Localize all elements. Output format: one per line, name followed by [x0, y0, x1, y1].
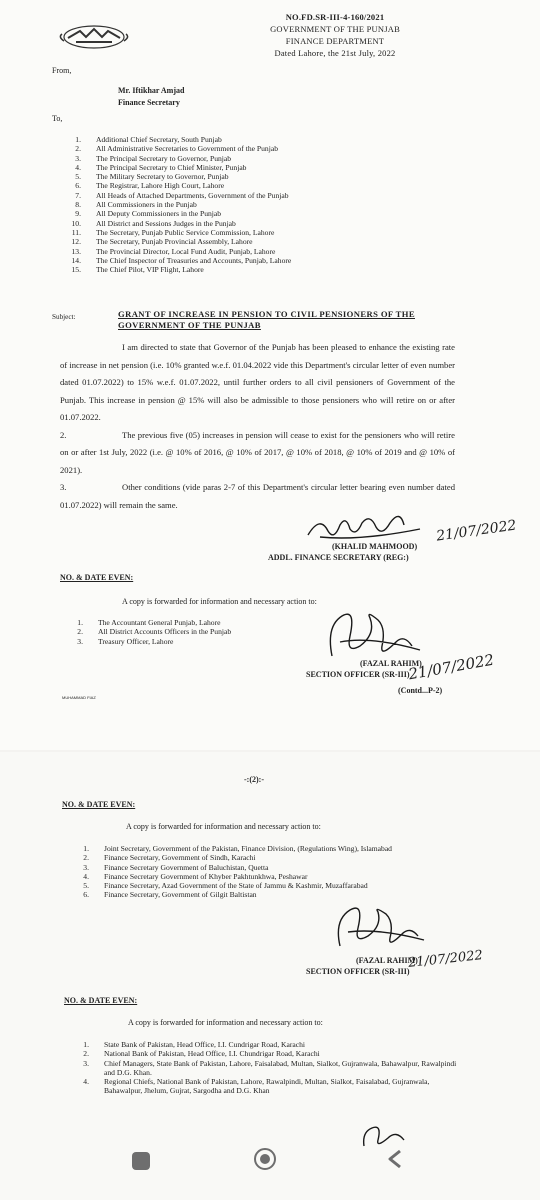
to-label: To,: [52, 114, 63, 123]
signatory-2-title: SECTION OFFICER (SR-III): [306, 670, 410, 679]
continued-marker: (Contd...P-2): [398, 686, 443, 695]
copy-recipient-item-text: Finance Secretary Government of Khyber Pakhtunkhwa, Peshawar: [104, 871, 308, 881]
copy-recipient-item: [60, 627, 360, 636]
signature-date-2: 21/07/2022: [407, 650, 496, 684]
recipient-item-number: 3.: [75, 153, 81, 163]
recipient-item-text: The Secretary, Punjab Provincial Assembly, Lahore: [96, 237, 253, 247]
copy-recipient-item: [66, 853, 466, 862]
recipient-item: [58, 200, 438, 209]
copy-recipient-item: [60, 637, 360, 646]
copy-recipient-item-text: Treasury Officer, Lahore: [98, 636, 174, 646]
copy-recipient-item: [66, 890, 466, 899]
recipient-item-number: 9.: [75, 209, 81, 219]
government-emblem-icon: [58, 22, 130, 57]
recipient-item-number: 10.: [71, 218, 81, 228]
sender-title: Finance Secretary: [118, 98, 180, 107]
recipient-item-text: All Administrative Secretaries to Government of the Punjab: [96, 144, 278, 154]
signature-khalid-mahmood: [300, 511, 450, 545]
recipient-item-text: The Chief Pilot, VIP Flight, Lahore: [96, 265, 204, 275]
copy-recipient-item-text: The Accountant General Punjab, Lahore: [98, 618, 221, 627]
recipients-list: [58, 135, 438, 274]
recipient-item-number: 7.: [75, 190, 81, 200]
recipient-item: [58, 209, 438, 218]
copy-recipient-item: [66, 1049, 466, 1058]
copy-recipient-item: [60, 618, 360, 627]
footer-tag: MUHAMMAD FIAZ: [62, 695, 96, 700]
recipient-item-text: All District and Sessions Judges in the Punjab: [96, 218, 236, 228]
back-icon[interactable]: [384, 1148, 410, 1174]
recipient-item: [58, 135, 438, 144]
copy-recipient-item-text: Finance Secretary Government of Baluchistan, Quetta: [104, 862, 269, 872]
copy-recipient-item-number: 2.: [77, 627, 83, 637]
copy-list-2: [66, 844, 466, 900]
copy-list-3: [66, 1040, 466, 1096]
recent-apps-icon[interactable]: [128, 1148, 154, 1174]
copy-recipient-item-number: 1.: [83, 1040, 89, 1049]
copy-recipient-item-number: 5.: [83, 881, 89, 891]
recipient-item-number: 5.: [75, 172, 81, 182]
signatory-1-name: (KHALID MAHMOOD): [332, 542, 418, 551]
home-icon[interactable]: [254, 1148, 280, 1174]
recipient-item: [58, 181, 438, 190]
recipient-item-text: The Military Secretary to Governor, Punjab: [96, 172, 229, 182]
recipient-item-text: The Chief Inspector of Treasuries and Accounts, Punjab, Lahore: [96, 255, 292, 265]
recipient-item-text: The Secretary, Punjab Public Service Commission, Lahore: [96, 227, 275, 237]
copy-recipient-item-number: 1.: [77, 618, 83, 627]
navigation-bar: [0, 1140, 540, 1200]
recipient-item-number: 1.: [75, 135, 81, 144]
recipient-item-text: The Registrar, Lahore High Court, Lahore: [96, 181, 225, 191]
sender-name: Mr. Iftikhar Amjad: [118, 86, 185, 95]
recipient-item: [58, 256, 438, 265]
copy-recipient-item-text: All District Accounts Officers in the Punjab: [98, 627, 232, 637]
signature-date-1: 21/07/2022: [435, 517, 518, 545]
letter-body: [60, 339, 455, 514]
letter-reference-number: NO.FD.SR-III-4-160/2021: [285, 12, 385, 22]
copy-heading-3: NO. & DATE EVEN:: [64, 996, 138, 1005]
copy-recipient-item-number: 1.: [83, 844, 89, 853]
copy-intro-1: A copy is forwarded for information and necessary action to:: [122, 597, 317, 606]
copy-intro-2: A copy is forwarded for information and necessary action to:: [126, 822, 321, 831]
copy-recipient-item: [66, 1040, 466, 1049]
recipient-item: [58, 228, 438, 237]
subject-line-1: GRANT OF INCREASE IN PENSION TO CIVIL PENSIONERS OF THE: [118, 309, 415, 319]
signature-fazal-rahim-1: [320, 606, 430, 666]
recipient-item-number: 13.: [71, 246, 81, 256]
department-name: FINANCE DEPARTMENT: [285, 36, 385, 46]
recipient-item-number: 14.: [71, 255, 81, 265]
recipient-item: [58, 154, 438, 163]
recipient-item-number: 15.: [71, 265, 81, 275]
recipient-item-text: The Principal Secretary to Chief Minister, Punjab: [96, 162, 247, 172]
recipient-item-number: 12.: [71, 237, 81, 247]
paragraph-1: I am directed to state that Governor of the Punjab has been pleased to enhance the existing rate of increase in net pension (i.e. 10% granted w.e.f. 01.04.2022 vide this Department's circular letter of even number dated 01.07.2022) to 15% w.e.f. 01.07.2022, until further orders to all civil pensioners of Government of the Punjab. This increase in pension @ 15% will also be admissible to those pensioners who will retire on or after 01.07.2022.: [60, 342, 455, 422]
copy-recipient-item: [66, 863, 466, 872]
recipient-item-number: 8.: [75, 200, 81, 210]
recipient-item: [58, 237, 438, 246]
recipient-item-number: 4.: [75, 162, 81, 172]
copy-recipient-item-text: National Bank of Pakistan, Head Office, I.I. Chundrigar Road, Karachi: [104, 1049, 320, 1059]
copy-recipient-item-number: 3.: [83, 1058, 89, 1068]
copy-recipient-item-text: State Bank of Pakistan, Head Office, I.I. Cundrigar Road, Karachi: [104, 1040, 306, 1049]
recipient-item-text: All Deputy Commissioners in the Punjab: [96, 209, 222, 219]
subject-line-2: GOVERNMENT OF THE PUNJAB: [118, 320, 261, 330]
signatory-1-title: ADDL. FINANCE SECRETARY (REG:): [268, 553, 409, 562]
recipient-item-text: Additional Chief Secretary, South Punjab: [96, 135, 222, 144]
recipient-item-text: All Commissioners in the Punjab: [96, 200, 197, 210]
copy-recipient-item-text: Finance Secretary, Government of Gilgit Baltistan: [104, 890, 257, 900]
copy-heading-1: NO. & DATE EVEN:: [60, 573, 134, 582]
copy-recipient-item-number: 4.: [83, 1077, 89, 1087]
copy-heading-2: NO. & DATE EVEN:: [62, 800, 136, 809]
copy-recipient-item-number: 3.: [77, 636, 83, 646]
copy-recipient-item-text: Finance Secretary, Azad Government of the State of Jammu & Kashmir, Muzaffarabad: [104, 881, 368, 891]
copy-recipient-item-number: 2.: [83, 1049, 89, 1059]
signatory-3-title: SECTION OFFICER (SR-III): [306, 967, 410, 976]
subject-label: Subject:: [52, 313, 76, 321]
recipient-item: [58, 172, 438, 181]
copy-recipient-item: [66, 1059, 466, 1078]
recipient-item: [58, 191, 438, 200]
copy-recipient-item-number: 2.: [83, 853, 89, 863]
copy-recipient-item: [66, 872, 466, 881]
recipient-item-number: 2.: [75, 144, 81, 154]
copy-recipient-item-text: Chief Managers, State Bank of Pakistan, Lahore, Faisalabad, Multan, Sialkot, Gujranwala, Bahawalpur, Rawalpindi and D.G. Khan.: [104, 1058, 457, 1077]
recipient-item-text: The Provincial Director, Local Fund Audit, Punjab, Lahore: [96, 246, 276, 256]
recipient-item-text: The Principal Secretary to Governor, Punjab: [96, 153, 232, 163]
copy-recipient-item-number: 3.: [83, 862, 89, 872]
copy-intro-3: A copy is forwarded for information and necessary action to:: [128, 1018, 323, 1027]
government-name: GOVERNMENT OF THE PUNJAB: [270, 24, 400, 34]
copy-recipient-item-text: Regional Chiefs, National Bank of Pakistan, Lahore, Rawalpindi, Multan, Sialkot, Faisalabad, Gujranwala, Bahawalpur, Jhelum, Gujrat, Sargodha and D.G. Khan: [104, 1077, 430, 1096]
signatory-2-name: (FAZAL RAHIM): [360, 659, 422, 668]
recipient-item: [58, 219, 438, 228]
recipient-item: [58, 265, 438, 274]
copy-recipient-item-text: Joint Secretary, Government of the Pakistan, Finance Division, (Regulations Wing), Islamabad: [104, 844, 392, 853]
copy-recipient-item-number: 4.: [83, 871, 89, 881]
copy-recipient-item-text: Finance Secretary, Government of Sindh, Karachi: [104, 853, 256, 863]
copy-recipient-item-number: 6.: [83, 890, 89, 900]
page-number: -:(2):-: [244, 775, 264, 784]
copy-recipient-item: [66, 1077, 466, 1096]
paragraph-2: 2. The previous five (05) increases in pension will cease to exist for the pensioners who will retire on or after 1st July, 2022 (i.e. @ 10% of 2016, @ 10% of 2017, @ 10% of 2018, @ 10% of 2019 and @ 10% of 2021).: [60, 429, 455, 475]
recipient-item: [58, 163, 438, 172]
paragraph-3: 3. Other conditions (vide paras 2-7 of this Department's circular letter bearing even number dated 01.07.2022) will remain the same.: [60, 482, 455, 510]
signature-date-3: 21/07/2022: [407, 948, 484, 971]
recipient-item: [58, 144, 438, 153]
recipient-item-number: 11.: [71, 227, 81, 237]
recipient-item-text: All Heads of Attached Departments, Government of the Punjab: [96, 190, 289, 200]
signatory-3-name: (FAZAL RAHIM): [356, 956, 418, 965]
recipient-item-number: 6.: [75, 181, 81, 191]
letter-date: Dated Lahore, the 21st July, 2022: [274, 48, 396, 58]
recipient-item: [58, 247, 438, 256]
from-label: From,: [52, 66, 72, 75]
document-page-2: [0, 752, 540, 1200]
copy-recipient-item: [66, 844, 466, 853]
signature-fazal-rahim-2: [330, 902, 430, 954]
copy-list-1: [60, 618, 360, 646]
copy-recipient-item: [66, 881, 466, 890]
